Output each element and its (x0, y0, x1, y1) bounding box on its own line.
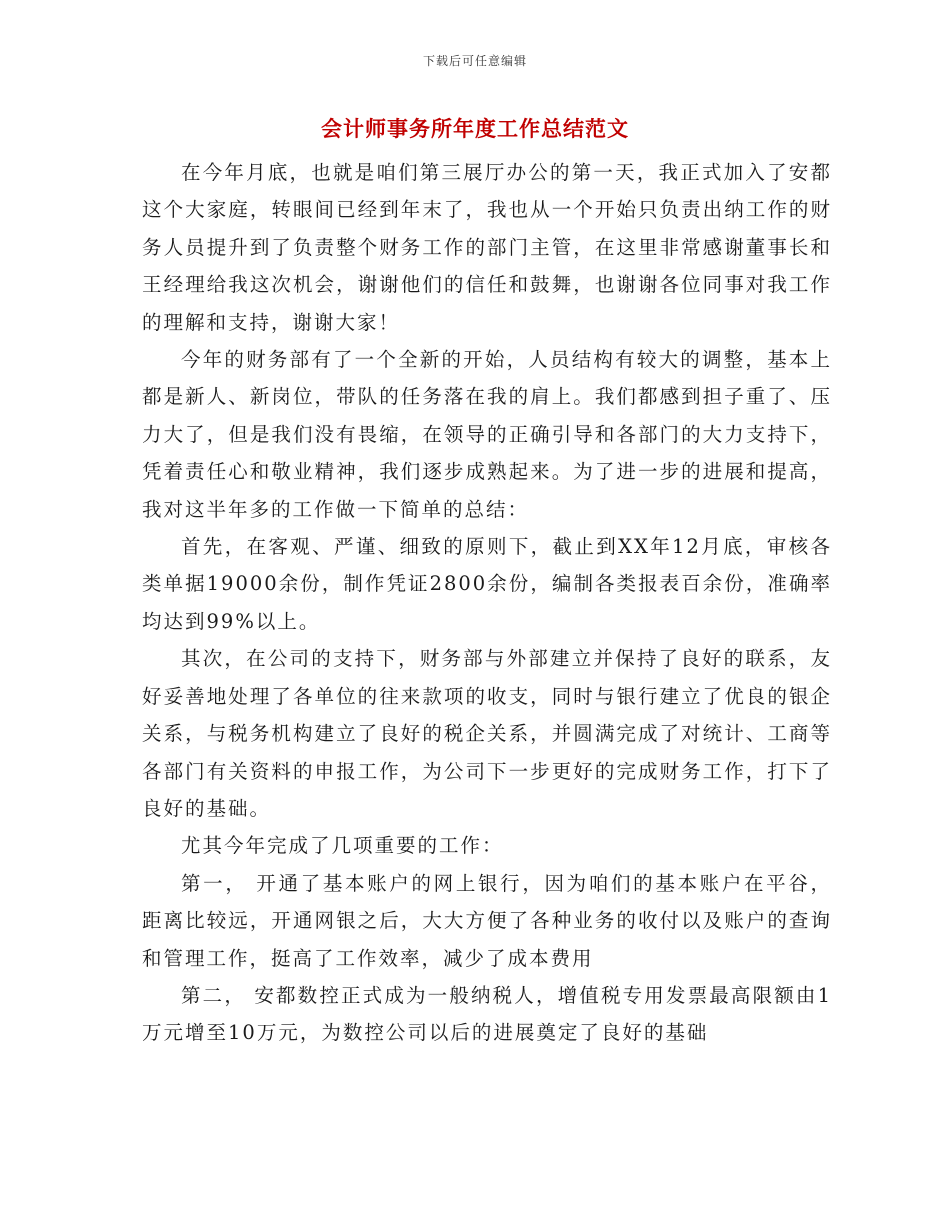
document-title: 会计师事务所年度工作总结范文 (321, 116, 629, 141)
header-note: 下载后可任意编辑 (422, 54, 527, 68)
paragraph-item-one: 第一， 开通了基本账户的网上银行，因为咱们的基本账户在平谷，距离比较远，开通网银之后，大大方便了各种业务的收付以及账户的查询和管理工作，挺高了工作效率，减少了成本费用 (142, 871, 832, 970)
paragraph-second: 其次，在公司的支持下，财务部与外部建立并保持了良好的联系，友好妥善地处理了各单位的往来款项的收支，同时与银行建立了优良的银企关系，与税务机构建立了良好的税企关系，并圆满完成了对统计、工商等各部门有关资料的申报工作，为公司下一步更好的完成财务工作，打下了良好的基础。 (142, 647, 832, 820)
paragraph-department: 今年的财务部有了一个全新的开始，人员结构有较大的调整，基本上都是新人、新岗位，带队的任务落在我的肩上。我们都感到担子重了、压力大了，但是我们没有畏缩，在领导的正确引导和各部门的大力支持下，凭着责任心和敬业精神，我们逐步成熟起来。为了进一步的进展和提高，我对这半年多的工作做一下简单的总结： (142, 348, 832, 521)
paragraph-item-two: 第二， 安都数控正式成为一般纳税人，增值税专用发票最高限额由1万元增至10万元，为数控公司以后的进展奠定了良好的基础 (142, 983, 832, 1045)
paragraph-first: 首先，在客观、严谨、细致的原则下，截止到XX年12月底，审核各类单据19000余份，制作凭证2800余份，编制各类报表百余份，准确率均达到99%以上。 (142, 535, 832, 633)
paragraph-intro: 在今年月底，也就是咱们第三展厅办公的第一天，我正式加入了安都这个大家庭，转眼间已经到年末了，我也从一个开始只负责出纳工作的财务人员提升到了负责整个财务工作的部门主管，在这里非常感谢董事长和王经理给我这次机会，谢谢他们的信任和鼓舞，也谢谢各位同事对我工作的理解和支持，谢谢大家！ (142, 161, 832, 334)
paragraph-key-work: 尤其今年完成了几项重要的工作： (181, 834, 504, 858)
document-body (142, 154, 832, 1052)
